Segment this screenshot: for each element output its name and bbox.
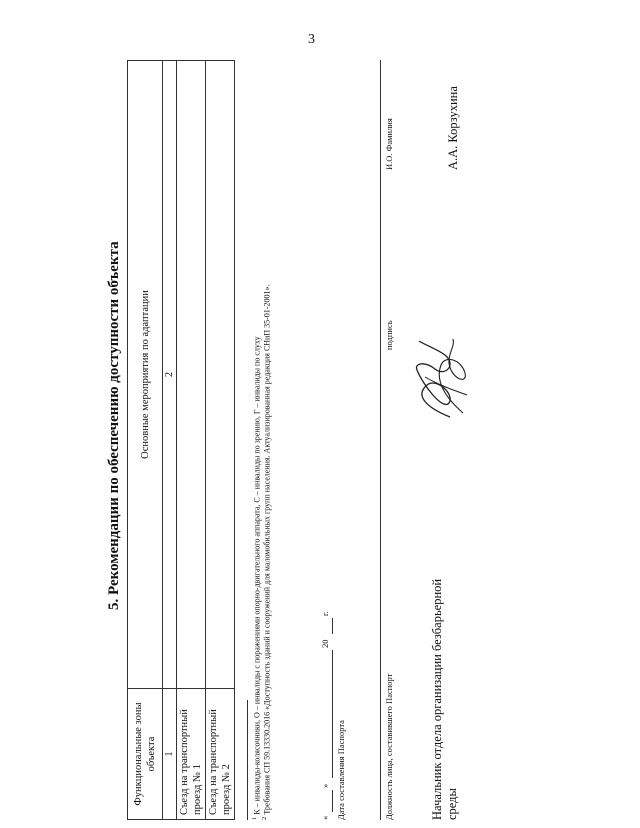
table-row [206,61,235,820]
date-year-prefix: 20 [320,639,330,648]
column-number-2: 2 [163,61,177,689]
measures-cell [206,61,235,689]
table-number-row [163,61,177,820]
footnote-2-mark: 2 [261,816,268,820]
rotated-sheet [80,60,520,820]
table-row [177,61,206,820]
date-year-suffix: г. [320,611,330,616]
page-number: 3 [308,32,315,47]
zone-cell: Съезд на транспортный проезд № 2 [206,689,235,820]
date-month-line [332,650,333,778]
footnote-1-mark: 1 [251,816,258,820]
position-label: Должность лица, составившего Паспорт [384,673,394,820]
date-label: Дата составления Паспорта [336,720,346,820]
column-number-1: 1 [163,689,177,820]
footnote-separator [247,700,248,820]
header-measures: Основные мероприятия по адаптации [128,61,163,689]
footnote-2 [260,285,273,820]
zone-cell: Съезд на транспортный проезд № 1 [177,689,206,820]
date-close-quote: » [320,783,330,788]
section-title: 5. Рекомендации по обеспечению доступности объекта [106,241,122,610]
name-label: И.О. Фамилия [384,118,394,170]
footnote-2-text: Требования СП 59.13330.2016 «Доступность зданий и сооружений для маломобильных групп населения. Актуализированная редакция СНиП 35-01-2001». [262,284,272,817]
signature-baseline [380,60,381,820]
position-title: Начальник отдела организации безбарьерной среды [430,578,459,820]
signature-label: подпись [384,320,394,350]
date-year-line [332,618,333,634]
table-header-row [128,61,163,820]
footnote-1-text: К – инвалиды-колясочники, О – инвалиды с поражениями опорно-двигательного аппарата, С – инвалиды по зрению, Г – инвалиды по слуху [252,336,262,817]
handwritten-signature [405,335,475,425]
header-zones: Функциональные зоны объекта [128,689,163,820]
measures-cell [177,61,206,689]
date-open-quote: « [320,815,330,820]
recommendations-table [127,60,235,820]
date-day-line [332,790,333,812]
person-name: А.А. Корзухина [446,86,460,170]
